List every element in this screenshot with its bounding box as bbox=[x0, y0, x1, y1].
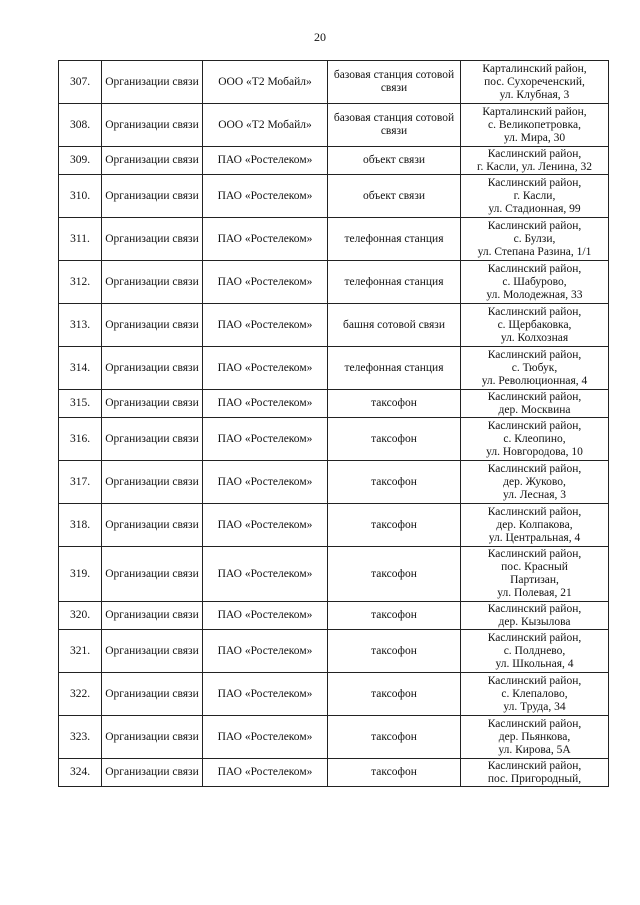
owner-cell: ПАО «Ростелеком» bbox=[203, 716, 328, 759]
category-cell: Организации связи bbox=[102, 630, 203, 673]
address-line: г. Касли, ул. Ленина, 32 bbox=[477, 160, 592, 173]
address-line: ул. Новгородова, 10 bbox=[486, 445, 583, 458]
address-cell bbox=[461, 547, 609, 602]
address-cell bbox=[461, 218, 609, 261]
table-row bbox=[59, 147, 609, 175]
owner-cell: ООО «Т2 Мобайл» bbox=[203, 104, 328, 147]
address-line: ул. Мира, 30 bbox=[503, 131, 566, 144]
owner-cell: ПАО «Ростелеком» bbox=[203, 218, 328, 261]
object-type-cell: таксофон bbox=[328, 759, 461, 787]
object-type-cell: таксофон bbox=[328, 602, 461, 630]
owner-cell: ПАО «Ростелеком» bbox=[203, 547, 328, 602]
row-number: 312. bbox=[59, 261, 102, 304]
object-type-cell: телефонная станция bbox=[328, 261, 461, 304]
row-number: 308. bbox=[59, 104, 102, 147]
object-type-cell: телефонная станция bbox=[328, 218, 461, 261]
table-row bbox=[59, 390, 609, 418]
address-cell bbox=[461, 347, 609, 390]
table-row bbox=[59, 261, 609, 304]
table-row bbox=[59, 602, 609, 630]
address-line: дер. Москвина bbox=[498, 403, 571, 416]
table-row bbox=[59, 673, 609, 716]
category-cell: Организации связи bbox=[102, 716, 203, 759]
category-cell: Организации связи bbox=[102, 390, 203, 418]
address-line: пос. Пригородный, bbox=[487, 772, 582, 785]
table-row bbox=[59, 61, 609, 104]
object-type-cell: таксофон bbox=[328, 461, 461, 504]
category-cell: Организации связи bbox=[102, 759, 203, 787]
object-type-cell: объект связи bbox=[328, 175, 461, 218]
registry-table-body bbox=[59, 61, 609, 787]
address-line: ул. Полевая, 21 bbox=[497, 587, 572, 599]
address-line: Каслинский район, bbox=[487, 305, 582, 318]
address-line: ул. Лесная, 3 bbox=[503, 488, 566, 501]
owner-cell: ПАО «Ростелеком» bbox=[203, 602, 328, 630]
address-line: дер. Жуково, bbox=[503, 475, 566, 488]
address-line: ул. Труда, 34 bbox=[503, 700, 566, 713]
address-line: с. Тюбук, bbox=[511, 361, 558, 374]
category-cell: Организации связи bbox=[102, 504, 203, 547]
address-line: г. Касли, bbox=[513, 189, 556, 202]
owner-cell: ПАО «Ростелеком» bbox=[203, 261, 328, 304]
address-line: с. Полднево, bbox=[503, 644, 566, 657]
row-number: 313. bbox=[59, 304, 102, 347]
address-line: с. Щербаковка, bbox=[497, 318, 572, 331]
address-cell bbox=[461, 261, 609, 304]
address-line: ул. Степана Разина, 1/1 bbox=[477, 245, 592, 258]
address-line: ул. Стадионная, 99 bbox=[488, 202, 581, 215]
address-line: Каслинский район, bbox=[487, 602, 582, 615]
owner-cell: ПАО «Ростелеком» bbox=[203, 504, 328, 547]
category-cell: Организации связи bbox=[102, 104, 203, 147]
owner-cell: ПАО «Ростелеком» bbox=[203, 418, 328, 461]
row-number: 321. bbox=[59, 630, 102, 673]
address-line: Каслинский район, bbox=[487, 419, 582, 432]
row-number: 315. bbox=[59, 390, 102, 418]
owner-cell: ПАО «Ростелеком» bbox=[203, 390, 328, 418]
object-type-cell: телефонная станция bbox=[328, 347, 461, 390]
table-row bbox=[59, 630, 609, 673]
table-row bbox=[59, 304, 609, 347]
address-line: ул. Кирова, 5А bbox=[498, 743, 571, 756]
owner-cell: ПАО «Ростелеком» bbox=[203, 461, 328, 504]
category-cell: Организации связи bbox=[102, 261, 203, 304]
page-number: 20 bbox=[314, 30, 326, 44]
row-number: 311. bbox=[59, 218, 102, 261]
owner-cell: ПАО «Ростелеком» bbox=[203, 175, 328, 218]
address-line: с. Шабурово, bbox=[502, 275, 567, 288]
category-cell: Организации связи bbox=[102, 347, 203, 390]
owner-cell: ПАО «Ростелеком» bbox=[203, 673, 328, 716]
address-line: Каслинский район, bbox=[487, 717, 582, 730]
table-row bbox=[59, 104, 609, 147]
address-line: Партизан, bbox=[510, 574, 559, 586]
owner-cell: ПАО «Ростелеком» bbox=[203, 147, 328, 175]
address-cell bbox=[461, 304, 609, 347]
address-line: пос. Красный bbox=[501, 561, 568, 573]
address-cell bbox=[461, 390, 609, 418]
address-cell bbox=[461, 673, 609, 716]
address-line: Каслинский район, bbox=[487, 462, 582, 475]
address-line: Каслинский район, bbox=[487, 505, 582, 518]
category-cell: Организации связи bbox=[102, 304, 203, 347]
category-cell: Организации связи bbox=[102, 602, 203, 630]
address-line: ул. Школьная, 4 bbox=[495, 657, 574, 670]
table-row bbox=[59, 175, 609, 218]
address-cell bbox=[461, 418, 609, 461]
address-line: Каслинский район, bbox=[487, 548, 582, 560]
table-row bbox=[59, 461, 609, 504]
row-number: 316. bbox=[59, 418, 102, 461]
address-line: Каслинский район, bbox=[487, 674, 582, 687]
address-line: ул. Колхозная bbox=[500, 331, 569, 344]
address-line: ул. Революционная, 4 bbox=[481, 374, 588, 387]
owner-cell: ПАО «Ростелеком» bbox=[203, 759, 328, 787]
address-line: с. Клепалово, bbox=[501, 687, 568, 700]
owner-cell: ПАО «Ростелеком» bbox=[203, 630, 328, 673]
row-number: 318. bbox=[59, 504, 102, 547]
row-number: 314. bbox=[59, 347, 102, 390]
owner-cell: ООО «Т2 Мобайл» bbox=[203, 61, 328, 104]
object-type-cell: башня сотовой связи bbox=[328, 304, 461, 347]
object-type-cell: таксофон bbox=[328, 418, 461, 461]
address-line: Каслинский район, bbox=[487, 176, 582, 189]
row-number: 310. bbox=[59, 175, 102, 218]
category-cell: Организации связи bbox=[102, 547, 203, 602]
address-line: Каслинский район, bbox=[487, 262, 582, 275]
object-type-cell: таксофон bbox=[328, 716, 461, 759]
address-line: Каслинский район, bbox=[487, 631, 582, 644]
category-cell: Организации связи bbox=[102, 147, 203, 175]
address-line: Каслинский район, bbox=[487, 390, 582, 403]
address-cell bbox=[461, 504, 609, 547]
address-line: Карталинский район, bbox=[482, 105, 587, 118]
address-line: пос. Сухореченский, bbox=[484, 75, 585, 88]
address-line: дер. Пьянкова, bbox=[498, 730, 571, 743]
row-number: 317. bbox=[59, 461, 102, 504]
address-cell bbox=[461, 61, 609, 104]
row-number: 324. bbox=[59, 759, 102, 787]
category-cell: Организации связи bbox=[102, 418, 203, 461]
table-row bbox=[59, 504, 609, 547]
row-number: 322. bbox=[59, 673, 102, 716]
address-cell bbox=[461, 461, 609, 504]
row-number: 323. bbox=[59, 716, 102, 759]
object-type-cell: базовая станция сотовой связи bbox=[328, 61, 461, 104]
object-type-cell: таксофон bbox=[328, 390, 461, 418]
address-line: Каслинский район, bbox=[487, 147, 582, 160]
category-cell: Организации связи bbox=[102, 61, 203, 104]
address-line: с. Клеопино, bbox=[503, 432, 566, 445]
object-type-cell: таксофон bbox=[328, 673, 461, 716]
address-line: дер. Кызылова bbox=[498, 615, 571, 628]
object-type-cell: объект связи bbox=[328, 147, 461, 175]
category-cell: Организации связи bbox=[102, 175, 203, 218]
object-type-cell: таксофон bbox=[328, 547, 461, 602]
address-cell bbox=[461, 630, 609, 673]
object-type-cell: таксофон bbox=[328, 504, 461, 547]
object-type-cell: базовая станция сотовой связи bbox=[328, 104, 461, 147]
address-line: ул. Клубная, 3 bbox=[499, 88, 570, 101]
row-number: 320. bbox=[59, 602, 102, 630]
address-line: Каслинский район, bbox=[487, 348, 582, 361]
category-cell: Организации связи bbox=[102, 218, 203, 261]
address-line: Карталинский район, bbox=[482, 62, 587, 75]
table-row bbox=[59, 759, 609, 787]
object-type-cell: таксофон bbox=[328, 630, 461, 673]
owner-cell: ПАО «Ростелеком» bbox=[203, 347, 328, 390]
address-cell bbox=[461, 147, 609, 175]
address-line: дер. Колпакова, bbox=[496, 518, 573, 531]
address-line: Каслинский район, bbox=[487, 219, 582, 232]
table-row bbox=[59, 347, 609, 390]
address-cell bbox=[461, 175, 609, 218]
table-row bbox=[59, 418, 609, 461]
address-line: ул. Центральная, 4 bbox=[488, 531, 581, 544]
address-line: с. Булзи, bbox=[513, 232, 556, 245]
table-row bbox=[59, 716, 609, 759]
category-cell: Организации связи bbox=[102, 673, 203, 716]
row-number: 319. bbox=[59, 547, 102, 602]
address-cell bbox=[461, 104, 609, 147]
row-number: 309. bbox=[59, 147, 102, 175]
table-row bbox=[59, 547, 609, 602]
address-cell bbox=[461, 759, 609, 787]
address-line: с. Великопетровка, bbox=[487, 118, 582, 131]
row-number: 307. bbox=[59, 61, 102, 104]
registry-table bbox=[58, 60, 609, 787]
address-cell bbox=[461, 602, 609, 630]
address-line: ул. Молодежная, 33 bbox=[486, 288, 583, 301]
category-cell: Организации связи bbox=[102, 461, 203, 504]
address-cell bbox=[461, 716, 609, 759]
address-line: Каслинский район, bbox=[487, 759, 582, 772]
owner-cell: ПАО «Ростелеком» bbox=[203, 304, 328, 347]
table-row bbox=[59, 218, 609, 261]
